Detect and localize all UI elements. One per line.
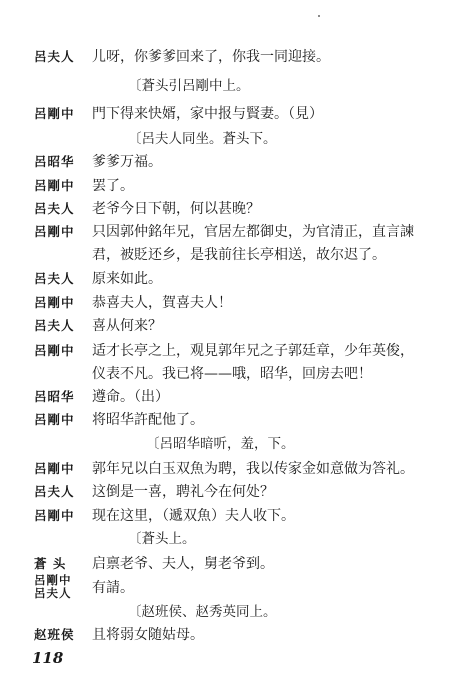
dialogue-text: 郭年兄以白玉双魚为聘，我以传家金如意做为答礼。	[92, 461, 414, 477]
speaker-name: 呂剛中	[34, 461, 75, 476]
dialogue-line	[0, 409, 471, 433]
speaker-name: 呂剛中	[34, 508, 75, 523]
dialogue-text: 仪表不凡。我已将——哦，昭华，回房去吧！	[92, 366, 372, 382]
dialogue-text: 恭喜夫人，賀喜夫人！	[92, 295, 232, 311]
stage-direction-text: 〔呂昭华暗听，羞，下。	[146, 436, 295, 452]
dialogue-continuation	[0, 244, 471, 268]
speaker-name: 呂剛中	[34, 573, 72, 587]
dialogue-text: 且将弱女随姑母。	[92, 627, 204, 643]
dialogue-text: 只因郭仲銘年兄，官居左都御史，为官清正，直言諫	[92, 224, 414, 240]
dialogue-text: 儿呀，你爹爹回来了，你我一同迎接。	[92, 49, 330, 65]
dialogue-text: 启禀老爷、夫人，舅老爷到。	[92, 556, 274, 572]
dialogue-text: 罢了。	[92, 178, 134, 194]
dialogue-text: 門下得来快婿，家中报与賢妻。（見）	[92, 106, 323, 122]
stage-direction-text: 〔蒼头引呂剛中上。	[128, 78, 250, 94]
stage-direction	[0, 75, 471, 99]
dialogue-line	[0, 386, 471, 410]
stage-direction	[0, 128, 471, 152]
speaker-name: 呂昭华	[34, 154, 75, 169]
speaker-name: 呂夫人	[34, 201, 75, 216]
dialogue-text: 现在这里，（遞双魚）夫人收下。	[92, 508, 295, 524]
speaker-name: 呂夫人	[34, 49, 75, 64]
dialogue-text: 爹爹万福。	[92, 154, 162, 170]
speaker-name: 呂剛中	[34, 178, 75, 193]
dialogue-line	[0, 315, 471, 339]
dialogue-line	[0, 103, 471, 127]
speaker-name: 呂夫人	[34, 271, 75, 286]
speaker-name: 呂剛中	[34, 295, 75, 310]
stage-direction	[0, 433, 471, 457]
dialogue-continuation	[0, 363, 471, 387]
dialogue-line	[0, 458, 471, 482]
stage-direction-text: 〔呂夫人同坐。蒼头下。	[128, 131, 277, 147]
stage-direction	[0, 528, 471, 552]
dialogue-line	[0, 268, 471, 292]
page-number: 118	[32, 649, 64, 667]
dialogue-line	[0, 198, 471, 222]
speaker-name: 呂剛中	[34, 224, 75, 239]
speaker-name: 赵班侯	[34, 627, 75, 642]
stage-direction-text: 〔赵班侯、赵秀英同上。	[128, 604, 277, 620]
dialogue-line	[0, 624, 471, 648]
speaker-name: 呂昭华	[34, 389, 75, 404]
speaker-name: 呂剛中	[34, 106, 75, 121]
print-speck	[318, 15, 320, 17]
dialogue-line	[0, 221, 471, 245]
dialogue-line	[0, 481, 471, 505]
speaker-name: 呂夫人	[34, 586, 72, 600]
speaker-name: 呂夫人	[34, 318, 75, 333]
dialogue-line	[0, 151, 471, 175]
speaker-name: 呂剛中	[34, 343, 75, 358]
dialogue-text: 老爷今日下朝，何以甚晚？	[92, 201, 260, 217]
dialogue-text: 君，被貶还乡，是我前往长亭相送，故尔迟了。	[92, 247, 386, 263]
dialogue-text: 遵命。（出）	[92, 389, 169, 405]
dialogue-text: 有請。	[92, 580, 134, 596]
dialogue-text: 适才长亭之上，观見郭年兄之子郭廷章，少年英俊，	[92, 343, 414, 359]
speaker-name: 呂夫人	[34, 484, 75, 499]
speaker-name: 呂剛中	[34, 412, 75, 427]
dialogue-line	[0, 292, 471, 316]
dialogue-text: 将昭华許配他了。	[92, 412, 204, 428]
dialogue-line	[0, 573, 471, 600]
speaker-name: 蒼 头	[34, 556, 67, 571]
stage-direction-text: 〔蒼头上。	[128, 531, 196, 547]
dialogue-line	[0, 175, 471, 199]
dialogue-text: 喜从何来？	[92, 318, 162, 334]
stage-direction	[0, 601, 471, 625]
dialogue-line	[0, 340, 471, 364]
dialogue-line	[0, 46, 471, 70]
dialogue-text: 原来如此。	[92, 271, 162, 287]
dialogue-text: 这倒是一喜，聘礼今在何处？	[92, 484, 274, 500]
dialogue-line	[0, 505, 471, 529]
